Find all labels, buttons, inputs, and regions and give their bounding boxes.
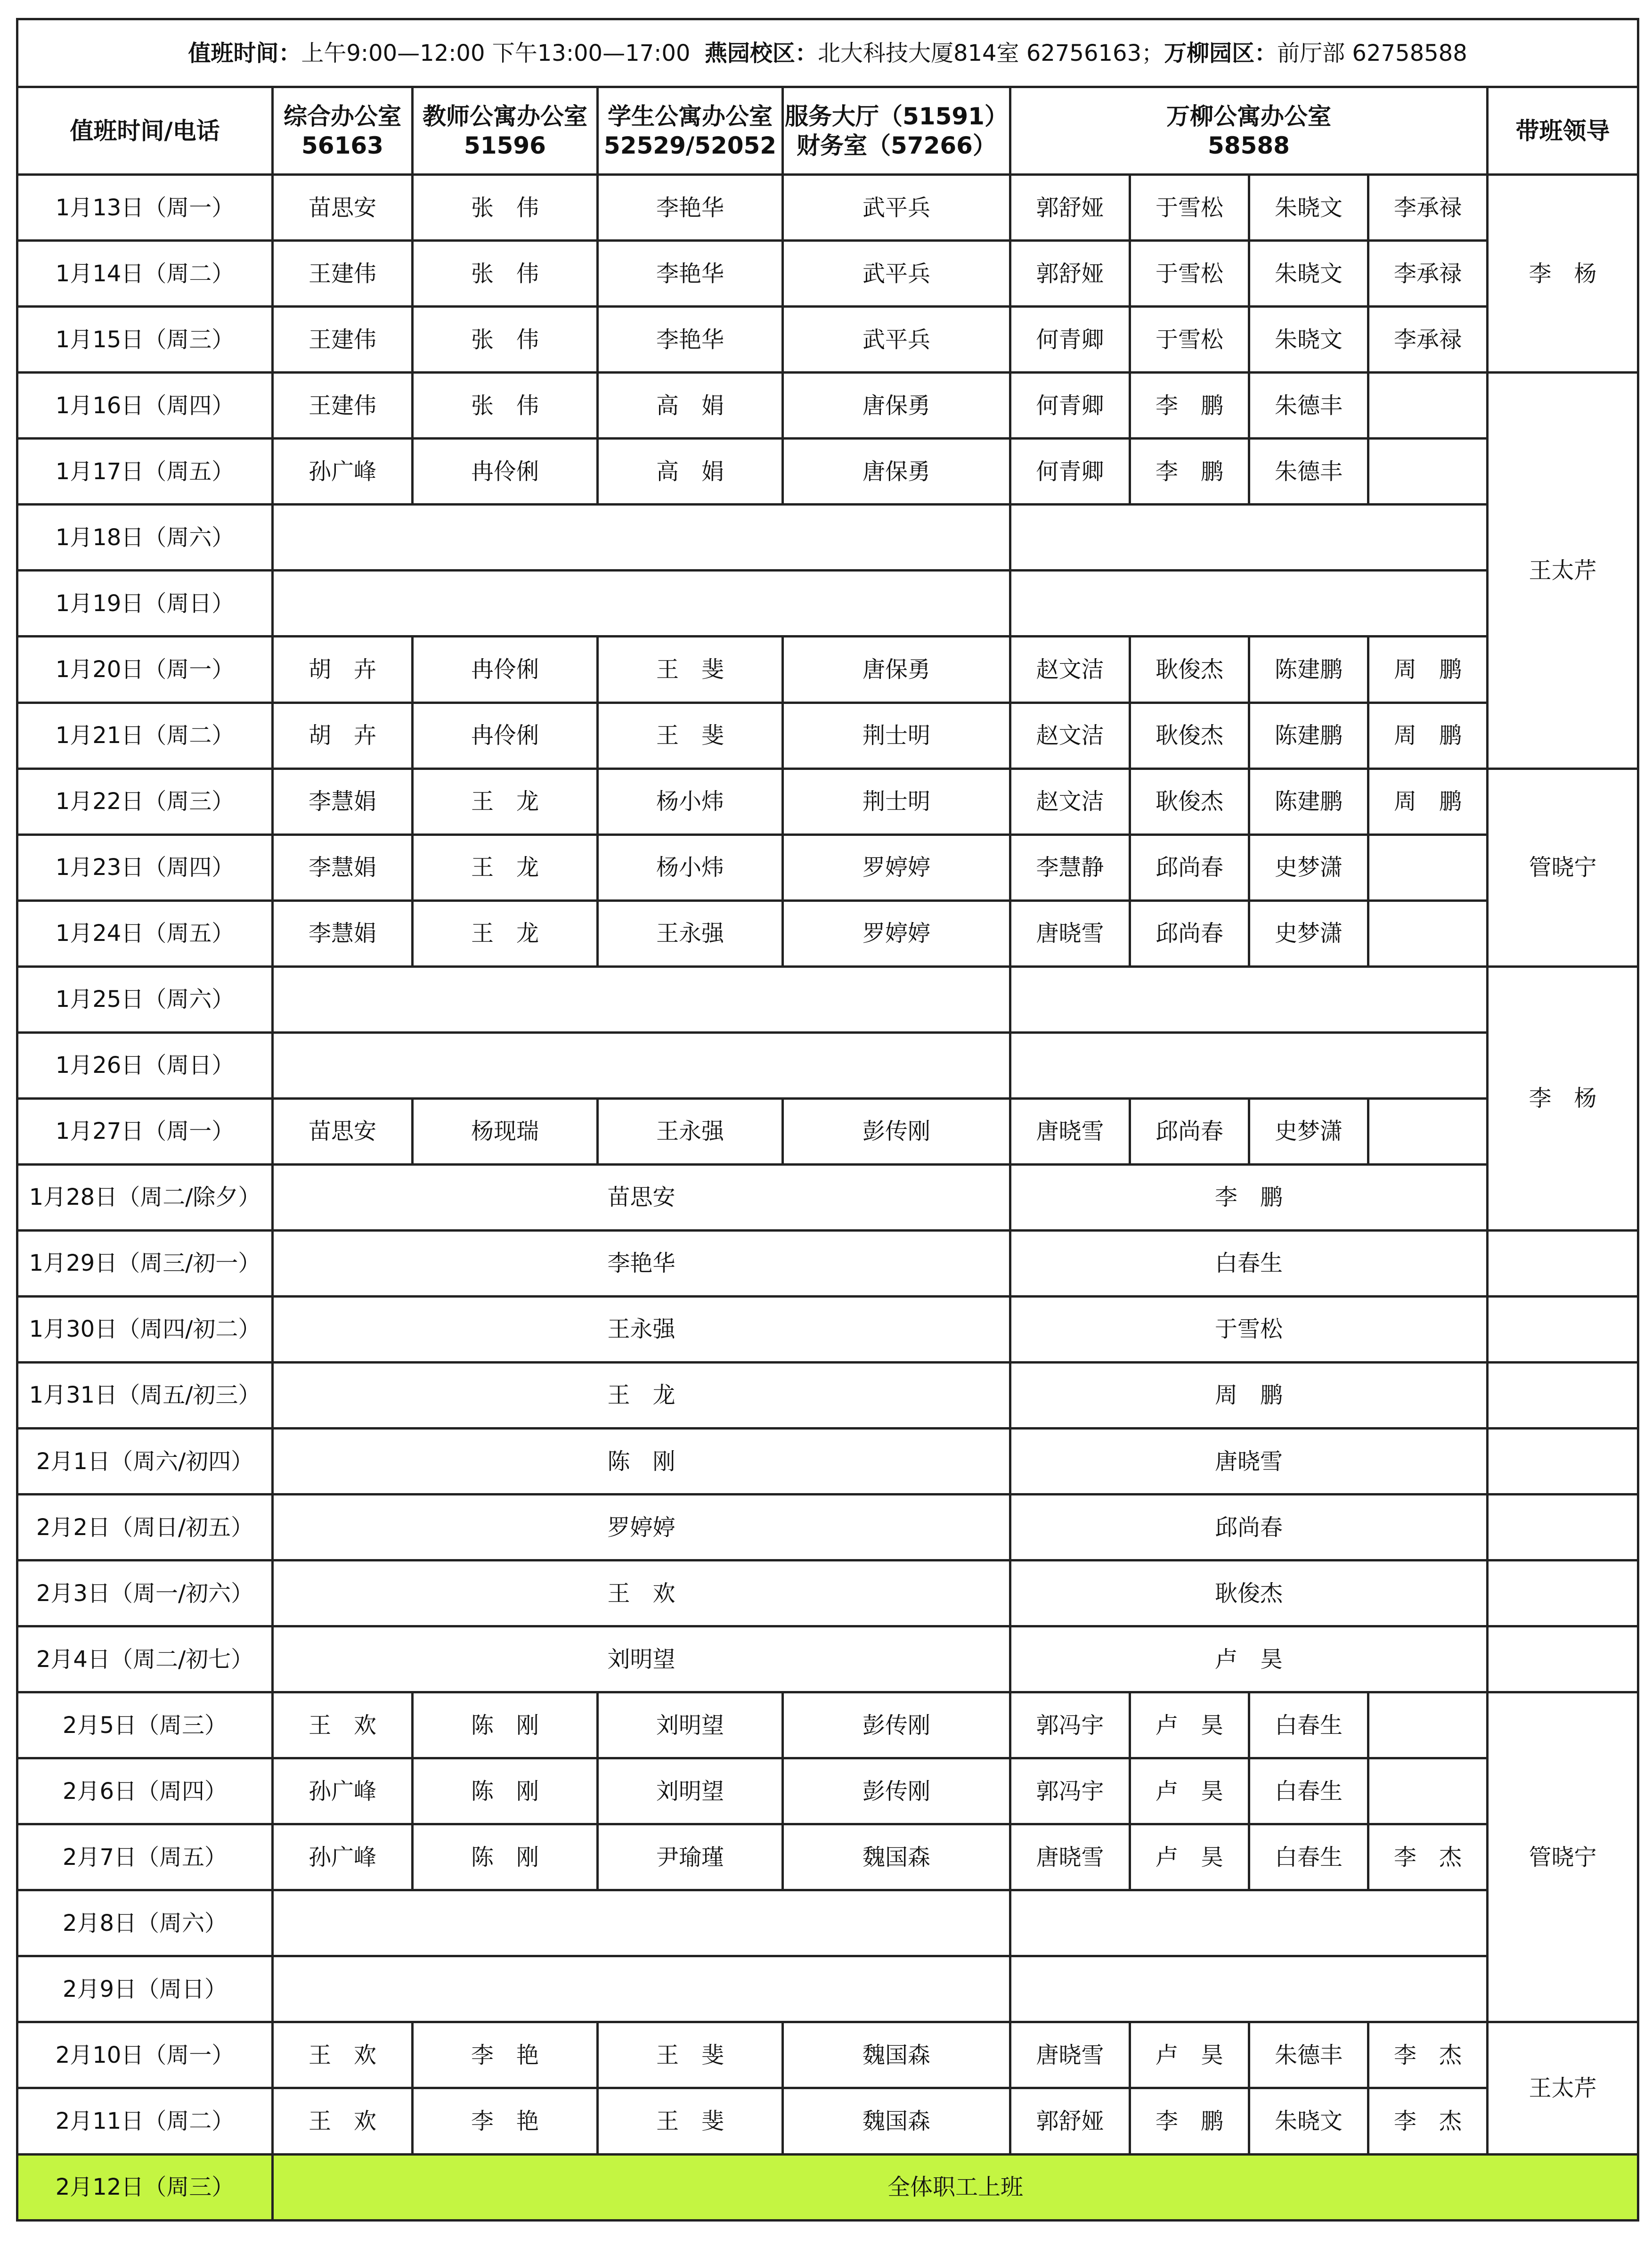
col-header-wanliu-apartment [1010,87,1488,175]
wanliu-duty-cell: 邱尚春 [1010,1495,1488,1560]
wanliu-duty-1: 郭冯宇 [1010,1758,1130,1824]
wanliu-empty-cell [1010,505,1488,571]
teacher-apartment-duty: 王 龙 [413,900,598,966]
general-office-duty: 李慧娟 [273,834,413,900]
wanliu-duty-3: 朱晓文 [1249,307,1368,373]
general-office-duty: 王 欢 [273,2022,413,2088]
col-header-teacher-apartment [413,87,598,175]
wanliu-duty-4: 李承禄 [1368,307,1488,373]
wanliu-duty-1: 李慧静 [1010,834,1130,900]
leader-cell [1488,1362,1638,1428]
wanliu-duty-3: 白春生 [1249,1824,1368,1890]
general-office-duty: 胡 卉 [273,637,413,703]
service-hall-duty: 罗婷婷 [783,900,1010,966]
schedule-row [17,2022,1638,2088]
date-cell: 2月8日（周六） [17,1890,273,1956]
schedule-row [17,834,1638,900]
wanliu-duty-3: 朱德丰 [1249,2022,1368,2088]
leader-cell [1488,1626,1638,1692]
yanyuan-duty-cell: 王 欢 [273,1560,1010,1626]
leader-cell: 管晓宁 [1488,1692,1638,2022]
wanliu-duty-2: 卢 昊 [1130,1758,1249,1824]
leader-cell: 王太芹 [1488,2022,1638,2154]
date-cell: 2月12日（周三） [17,2154,273,2220]
student-apartment-duty: 王 斐 [598,703,783,768]
wanliu-duty-4: 李承禄 [1368,175,1488,241]
general-office-duty: 苗思安 [273,1098,413,1164]
col-header-leader: 带班领导 [1488,87,1638,175]
teacher-apartment-duty: 陈 刚 [413,1692,598,1758]
general-office-duty: 王建伟 [273,307,413,373]
service-hall-duty: 罗婷婷 [783,834,1010,900]
leader-cell [1488,1429,1638,1495]
wanliu-duty-4 [1368,834,1488,900]
yanyuan-duty-cell: 李艳华 [273,1230,1010,1296]
duty-schedule-table [16,18,1639,2222]
wanliu-duty-4 [1368,439,1488,505]
wanliu-duty-2: 李 鹏 [1130,2088,1249,2154]
teacher-apartment-duty: 杨现瑞 [413,1098,598,1164]
date-cell: 1月20日（周一） [17,637,273,703]
student-apartment-duty: 王 斐 [598,2088,783,2154]
wanliu-duty-2: 邱尚春 [1130,900,1249,966]
yanyuan-empty-cell [273,1032,1010,1098]
schedule-row [17,966,1638,1032]
date-cell: 1月28日（周二/除夕） [17,1164,273,1230]
student-apartment-duty: 杨小炜 [598,834,783,900]
teacher-apartment-name: 教师公寓办公室 [423,102,587,130]
wanliu-duty-3: 陈建鹏 [1249,703,1368,768]
student-apartment-duty: 刘明望 [598,1758,783,1824]
wanliu-duty-4: 周 鹏 [1368,703,1488,768]
wanliu-duty-3: 朱德丰 [1249,439,1368,505]
date-cell: 1月23日（周四） [17,834,273,900]
wanliu-duty-4 [1368,1758,1488,1824]
teacher-apartment-duty: 张 伟 [413,307,598,373]
wanliu-empty-cell [1010,1890,1488,1956]
date-cell: 1月16日（周四） [17,373,273,439]
wanliu-duty-3: 陈建鹏 [1249,768,1368,834]
wanliu-duty-3: 白春生 [1249,1692,1368,1758]
leader-cell: 管晓宁 [1488,768,1638,966]
teacher-apartment-phone: 51596 [464,131,546,159]
student-apartment-duty: 李艳华 [598,241,783,307]
teacher-apartment-duty: 王 龙 [413,834,598,900]
schedule-row [17,1429,1638,1495]
wanliu-duty-2: 耿俊杰 [1130,637,1249,703]
wanliu-duty-2: 耿俊杰 [1130,703,1249,768]
service-hall-duty: 武平兵 [783,175,1010,241]
student-apartment-duty: 李艳华 [598,307,783,373]
schedule-row [17,1956,1638,2022]
service-hall-duty: 彭传刚 [783,1692,1010,1758]
wanliu-duty-cell: 耿俊杰 [1010,1560,1488,1626]
col-header-student-apartment [598,87,783,175]
date-cell: 2月7日（周五） [17,1824,273,1890]
schedule-row [17,1098,1638,1164]
wanliu-duty-4 [1368,1692,1488,1758]
leader-cell: 王太芹 [1488,373,1638,768]
student-apartment-duty: 刘明望 [598,1692,783,1758]
wanliu-duty-3: 陈建鹏 [1249,637,1368,703]
service-hall-duty: 彭传刚 [783,1758,1010,1824]
wanliu-duty-2: 李 鹏 [1130,439,1249,505]
yanyuan-duty-cell: 王 龙 [273,1362,1010,1428]
student-apartment-phone: 52529/52052 [603,131,777,159]
date-cell: 1月17日（周五） [17,439,273,505]
schedule-row [17,307,1638,373]
general-office-phone: 56163 [301,131,383,159]
wanliu-duty-4 [1368,373,1488,439]
wanliu-duty-1: 何青卿 [1010,307,1130,373]
wanliu-duty-cell: 周 鹏 [1010,1362,1488,1428]
schedule-row [17,1032,1638,1098]
col-header-service-hall [783,87,1010,175]
wanliu-duty-2: 邱尚春 [1130,834,1249,900]
wanliu-empty-cell [1010,1032,1488,1098]
finance-office-name: 财务室（57266） [797,131,996,159]
general-office-duty: 胡 卉 [273,703,413,768]
general-office-duty: 王 欢 [273,2088,413,2154]
yanyuan-label: 燕园校区： [704,40,818,66]
wanliu-duty-1: 郭舒娅 [1010,241,1130,307]
wanliu-duty-cell: 白春生 [1010,1230,1488,1296]
teacher-apartment-duty: 冉伶俐 [413,439,598,505]
wanliu-duty-3: 史梦潇 [1249,1098,1368,1164]
schedule-row [17,1164,1638,1230]
wanliu-duty-cell: 卢 昊 [1010,1626,1488,1692]
student-apartment-duty: 王 斐 [598,637,783,703]
wanliu-duty-2: 于雪松 [1130,175,1249,241]
schedule-row [17,175,1638,241]
wanliu-apartment-phone: 58588 [1208,131,1290,159]
schedule-row [17,1296,1638,1362]
service-hall-duty: 武平兵 [783,307,1010,373]
leader-cell [1488,1230,1638,1296]
student-apartment-duty: 尹瑜瑾 [598,1824,783,1890]
yanyuan-duty-cell: 苗思安 [273,1164,1010,1230]
leader-cell [1488,1296,1638,1362]
teacher-apartment-duty: 张 伟 [413,241,598,307]
schedule-row [17,1230,1638,1296]
wanliu-duty-1: 赵文洁 [1010,768,1130,834]
wanliu-duty-3: 史梦潇 [1249,900,1368,966]
schedule-row [17,2154,1638,2220]
schedule-row [17,637,1638,703]
teacher-apartment-duty: 陈 刚 [413,1824,598,1890]
schedule-row [17,1495,1638,1560]
general-office-duty: 王建伟 [273,241,413,307]
wanliu-duty-3: 史梦潇 [1249,834,1368,900]
wanliu-empty-cell [1010,966,1488,1032]
service-hall-duty: 唐保勇 [783,373,1010,439]
wanliu-duty-4: 李承禄 [1368,241,1488,307]
wanliu-duty-1: 何青卿 [1010,373,1130,439]
yanyuan-empty-cell [273,505,1010,571]
student-apartment-name: 学生公寓办公室 [608,102,773,130]
yanyuan-empty-cell [273,1956,1010,2022]
yanyuan-empty-cell [273,1890,1010,1956]
service-hall-duty: 荆士明 [783,703,1010,768]
leader-cell [1488,1495,1638,1560]
yanyuan-duty-cell: 陈 刚 [273,1429,1010,1495]
date-cell: 1月22日（周三） [17,768,273,834]
yanyuan-empty-cell [273,966,1010,1032]
date-cell: 2月4日（周二/初七） [17,1626,273,1692]
wanliu-value: 前厅部 62758588 [1277,40,1467,66]
yanyuan-duty-cell: 刘明望 [273,1626,1010,1692]
wanliu-duty-4 [1368,900,1488,966]
general-office-duty: 李慧娟 [273,768,413,834]
student-apartment-duty: 王永强 [598,900,783,966]
date-cell: 2月11日（周二） [17,2088,273,2154]
date-cell: 2月10日（周一） [17,2022,273,2088]
teacher-apartment-duty: 李 艳 [413,2088,598,2154]
wanliu-duty-4: 周 鹏 [1368,768,1488,834]
wanliu-label: 万柳园区： [1164,40,1278,66]
wanliu-duty-4: 李 杰 [1368,2022,1488,2088]
wanliu-duty-1: 赵文洁 [1010,703,1130,768]
student-apartment-duty: 李艳华 [598,175,783,241]
service-hall-duty: 唐保勇 [783,439,1010,505]
yanyuan-duty-cell: 罗婷婷 [273,1495,1010,1560]
wanliu-duty-cell: 李 鹏 [1010,1164,1488,1230]
wanliu-duty-2: 耿俊杰 [1130,768,1249,834]
schedule-row [17,768,1638,834]
date-cell: 1月26日（周日） [17,1032,273,1098]
date-cell: 2月5日（周三） [17,1692,273,1758]
wanliu-duty-2: 卢 昊 [1130,1824,1249,1890]
date-cell: 1月31日（周五/初三） [17,1362,273,1428]
date-cell: 1月18日（周六） [17,505,273,571]
general-office-duty: 王 欢 [273,1692,413,1758]
wanliu-duty-1: 唐晓雪 [1010,900,1130,966]
schedule-row [17,439,1638,505]
date-cell: 1月25日（周六） [17,966,273,1032]
student-apartment-duty: 王永强 [598,1098,783,1164]
date-cell: 1月29日（周三/初一） [17,1230,273,1296]
yanyuan-duty-cell: 王永强 [273,1296,1010,1362]
general-office-duty: 苗思安 [273,175,413,241]
schedule-row [17,1890,1638,1956]
schedule-row [17,703,1638,768]
col-header-general-office [273,87,413,175]
schedule-row [17,241,1638,307]
yanyuan-empty-cell [273,571,1010,637]
wanliu-duty-2: 于雪松 [1130,241,1249,307]
student-apartment-duty: 杨小炜 [598,768,783,834]
wanliu-duty-4: 周 鹏 [1368,637,1488,703]
service-hall-duty: 武平兵 [783,241,1010,307]
wanliu-duty-3: 朱德丰 [1249,373,1368,439]
schedule-row [17,373,1638,439]
teacher-apartment-duty: 冉伶俐 [413,637,598,703]
teacher-apartment-duty: 张 伟 [413,373,598,439]
service-hall-duty: 唐保勇 [783,637,1010,703]
date-cell: 2月6日（周四） [17,1758,273,1824]
col-header-date: 值班时间/电话 [17,87,273,175]
general-office-duty: 王建伟 [273,373,413,439]
wanliu-duty-3: 朱晓文 [1249,175,1368,241]
wanliu-duty-1: 赵文洁 [1010,637,1130,703]
teacher-apartment-duty: 张 伟 [413,175,598,241]
schedule-row [17,1758,1638,1824]
schedule-row [17,1362,1638,1428]
teacher-apartment-duty: 李 艳 [413,2022,598,2088]
wanliu-duty-2: 于雪松 [1130,307,1249,373]
date-cell: 1月14日（周二） [17,241,273,307]
wanliu-duty-1: 郭冯宇 [1010,1692,1130,1758]
time-label: 值班时间： [188,40,301,66]
general-office-duty: 孙广峰 [273,1824,413,1890]
teacher-apartment-duty: 王 龙 [413,768,598,834]
date-cell: 2月2日（周日/初五） [17,1495,273,1560]
leader-cell: 李 杨 [1488,966,1638,1230]
student-apartment-duty: 王 斐 [598,2022,783,2088]
wanliu-empty-cell [1010,1956,1488,2022]
date-cell: 1月19日（周日） [17,571,273,637]
date-cell: 1月15日（周三） [17,307,273,373]
wanliu-duty-4 [1368,1098,1488,1164]
date-cell: 1月24日（周五） [17,900,273,966]
date-cell: 1月27日（周一） [17,1098,273,1164]
date-cell: 2月9日（周日） [17,1956,273,2022]
wanliu-duty-2: 卢 昊 [1130,1692,1249,1758]
wanliu-duty-4: 李 杰 [1368,1824,1488,1890]
wanliu-duty-3: 朱晓文 [1249,241,1368,307]
student-apartment-duty: 高 娟 [598,373,783,439]
service-hall-duty: 荆士明 [783,768,1010,834]
teacher-apartment-duty: 冉伶俐 [413,703,598,768]
wanliu-duty-1: 唐晓雪 [1010,2022,1130,2088]
leader-cell: 李 杨 [1488,175,1638,373]
wanliu-duty-1: 唐晓雪 [1010,1098,1130,1164]
wanliu-duty-2: 卢 昊 [1130,2022,1249,2088]
column-header-row [17,87,1638,175]
wanliu-duty-2: 李 鹏 [1130,373,1249,439]
wanliu-duty-4: 李 杰 [1368,2088,1488,2154]
service-hall-name: 服务大厅（51591） [785,102,1008,130]
wanliu-duty-1: 郭舒娅 [1010,175,1130,241]
yanyuan-value: 北大科技大厦814室 62756163； [817,40,1164,66]
wanliu-duty-1: 郭舒娅 [1010,2088,1130,2154]
wanliu-duty-cell: 于雪松 [1010,1296,1488,1362]
schedule-row [17,900,1638,966]
schedule-row [17,1560,1638,1626]
service-hall-duty: 魏国森 [783,2022,1010,2088]
schedule-row [17,2088,1638,2154]
student-apartment-duty: 高 娟 [598,439,783,505]
wanliu-duty-1: 何青卿 [1010,439,1130,505]
schedule-row [17,505,1638,571]
date-cell: 2月1日（周六/初四） [17,1429,273,1495]
general-office-duty: 孙广峰 [273,439,413,505]
wanliu-duty-cell: 唐晓雪 [1010,1429,1488,1495]
date-cell: 1月30日（周四/初二） [17,1296,273,1362]
time-value: 上午9:00—12:00 下午13:00—17:00 [301,40,691,66]
general-office-duty: 李慧娟 [273,900,413,966]
schedule-row [17,571,1638,637]
schedule-row [17,1626,1638,1692]
wanliu-duty-3: 白春生 [1249,1758,1368,1824]
general-office-duty: 孙广峰 [273,1758,413,1824]
banner-row [17,19,1638,87]
schedule-row [17,1692,1638,1758]
duty-hours-banner [17,19,1638,87]
date-cell: 1月13日（周一） [17,175,273,241]
date-cell: 1月21日（周二） [17,703,273,768]
leader-cell [1488,1560,1638,1626]
teacher-apartment-duty: 陈 刚 [413,1758,598,1824]
service-hall-duty: 彭传刚 [783,1098,1010,1164]
all-staff-cell: 全体职工上班 [273,2154,1638,2220]
schedule-row [17,1824,1638,1890]
wanliu-duty-3: 朱晓文 [1249,2088,1368,2154]
wanliu-duty-1: 唐晓雪 [1010,1824,1130,1890]
service-hall-duty: 魏国森 [783,1824,1010,1890]
service-hall-duty: 魏国森 [783,2088,1010,2154]
wanliu-empty-cell [1010,571,1488,637]
wanliu-duty-2: 邱尚春 [1130,1098,1249,1164]
wanliu-apartment-name: 万柳公寓办公室 [1166,102,1331,130]
general-office-name: 综合办公室 [284,102,401,130]
date-cell: 2月3日（周一/初六） [17,1560,273,1626]
